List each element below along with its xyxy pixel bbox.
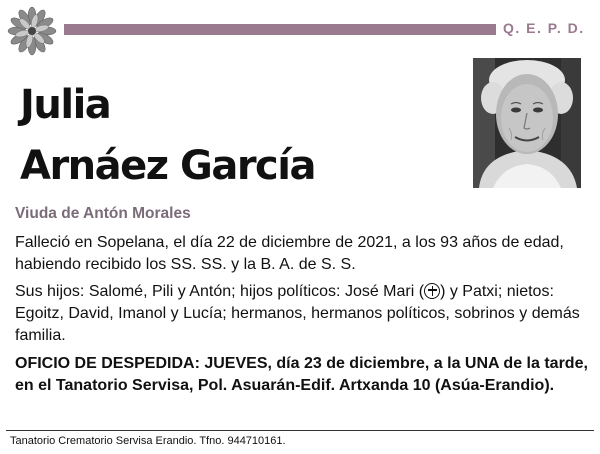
portrait-photo [473, 58, 581, 188]
cross-in-circle-icon [424, 283, 440, 299]
widow-line: Viuda de Antón Morales [15, 205, 191, 222]
family-list [15, 281, 590, 347]
footer-divider [6, 430, 594, 431]
family-list-part-1: Sus hijos: Salomé, Pili y Antón; hijos políticos: José Mari ( [15, 283, 425, 300]
deceased-surname: Arnáez García [20, 143, 315, 189]
family-list-part-2: ) y Patxi; nietos: Egoitz, David, Imanol y Lucía; hermanos, hermanos políticos, sobrinos y demás familia. [15, 283, 580, 344]
funeral-home-footer: Tanatorio Crematorio Servisa Erandio. Tfno. 944710161. [10, 435, 286, 447]
flower-icon [6, 6, 58, 56]
qepd-label: Q. E. P. D. [503, 20, 585, 36]
death-notice: Falleció en Sopelana, el día 22 de diciembre de 2021, a los 93 años de edad, habiendo recibido los SS. SS. y la B. A. de S. S. [15, 234, 564, 273]
deceased-first-name: Julia [20, 82, 111, 128]
farewell-service: OFICIO DE DESPEDIDA: JUEVES, día 23 de diciembre, a la UNA de la tarde, en el Tanatorio Servisa, Pol. Asuarán-Edif. Artxanda 10 (Asúa-Erandio). [15, 355, 588, 394]
header-bar [64, 24, 496, 35]
